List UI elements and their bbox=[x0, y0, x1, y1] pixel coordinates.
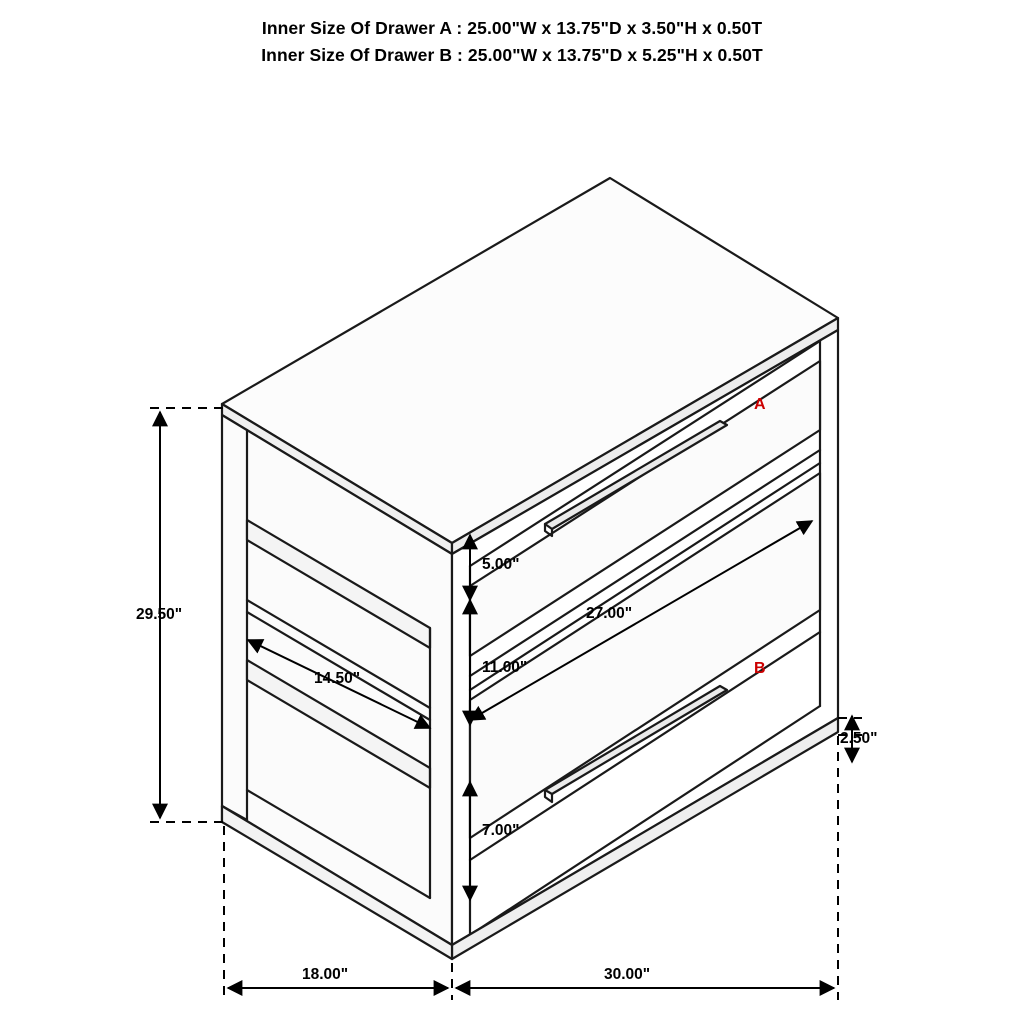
label-drawer-a-height: 5.00" bbox=[482, 556, 520, 573]
dim-front-width bbox=[470, 521, 812, 720]
label-depth: 18.00" bbox=[302, 966, 349, 983]
label-bottom-drawer: 7.00" bbox=[482, 822, 520, 839]
label-width: 30.00" bbox=[604, 966, 651, 983]
label-drawer-a: A bbox=[754, 396, 766, 413]
label-toe-kick: 2.50" bbox=[840, 730, 878, 747]
header-line-1: Inner Size Of Drawer A : 25.00"W x 13.75"D x 3.50"H x 0.50T bbox=[261, 18, 763, 38]
label-front-width: 27.00" bbox=[586, 605, 633, 622]
label-drawer-b-opening: 11.00" bbox=[482, 659, 528, 676]
label-drawer-b: B bbox=[754, 660, 766, 677]
label-overall-height: 29.50" bbox=[136, 606, 183, 623]
label-inner-depth: 14.50" bbox=[314, 670, 361, 687]
header-line-2: Inner Size Of Drawer B : 25.00"W x 13.75"D x 5.25"H x 0.50T bbox=[261, 45, 763, 65]
